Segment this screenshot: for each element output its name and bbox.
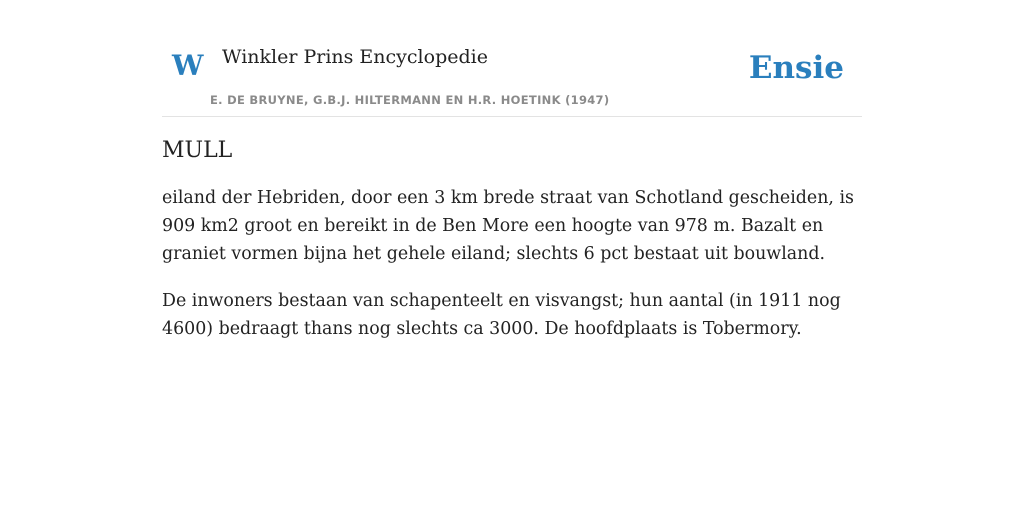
entry-title: MULL: [162, 138, 233, 163]
winkler-prins-logo[interactable]: W: [172, 49, 204, 82]
entry-paragraph: De inwoners bestaan van schapenteelt en visvangst; hun aantal (in 1911 nog 4600) bedraagt thans nog slechts ca 3000. De hoofdplaats is Tobermory.: [162, 291, 841, 340]
entry-content: [162, 138, 862, 362]
entry-paragraph: eiland der Hebriden, door een 3 km brede straat van Schotland gescheiden, is 909 km2 groot en bereikt in de Ben More een hoogte van 978 m. Bazalt en graniet vormen bijna het gehele eiland; slechts 6 pct bestaat uit bouwland.: [162, 188, 854, 265]
ensie-brand-link[interactable]: Ensie: [748, 50, 844, 86]
site-header: [162, 0, 862, 117]
book-title: Winkler Prins Encyclopedie: [222, 46, 488, 68]
book-authors: E. DE BRUYNE, G.B.J. HILTERMANN EN H.R. HOETINK (1947): [210, 93, 610, 107]
